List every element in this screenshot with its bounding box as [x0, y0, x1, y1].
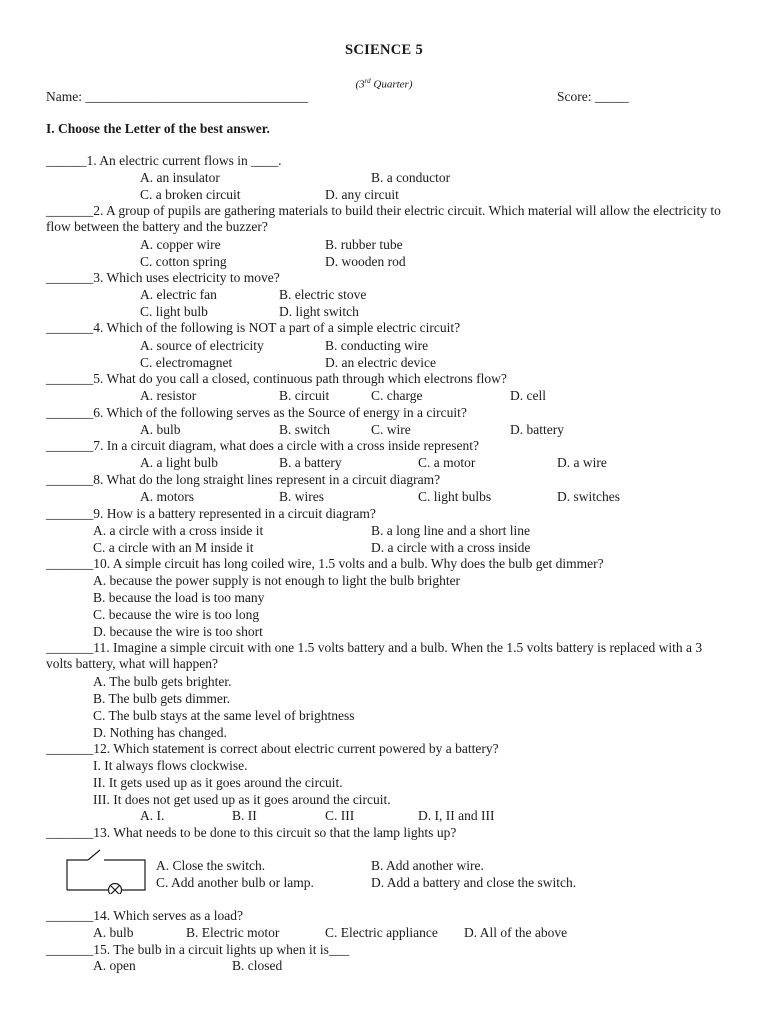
q5-option-a: A. resistor [140, 388, 197, 403]
q10-option-d: D. because the wire is too short [93, 624, 263, 639]
q1-option-c: C. a broken circuit [140, 187, 241, 202]
quarter-word: Quarter [373, 78, 409, 91]
q3-option-d: D. light switch [279, 304, 359, 319]
circuit-wire-left [67, 860, 88, 890]
q12-statement-1: I. It always flows clockwise. [93, 758, 248, 773]
q9-option-c: C. a circle with an M inside it [93, 540, 254, 555]
question-12: _______12. Which statement is correct about electric current powered by a battery? [46, 741, 499, 756]
question-7: _______7. In a circuit diagram, what does a circle with a cross inside represent? [46, 438, 479, 453]
q15-option-a: A. open [93, 958, 136, 973]
q6-option-d: D. battery [510, 422, 564, 437]
q12-option-c: C. III [325, 808, 355, 823]
q11-option-b: B. The bulb gets dimmer. [93, 691, 230, 706]
q9-option-d: D. a circle with a cross inside [371, 540, 531, 555]
q1-option-b: B. a conductor [371, 170, 451, 185]
q14-option-d: D. All of the above [464, 925, 568, 940]
question-2: _______2. A group of pupils are gathering materials to build their electric circuit. Which material will allow the electricity to flow between the battery and the buzzer? [46, 203, 721, 234]
q8-option-d: D. switches [557, 489, 620, 504]
question-3: _______3. Which uses electricity to move? [46, 270, 280, 285]
q7-option-a: A. a light bulb [140, 455, 218, 470]
q1-option-d: D. any circuit [325, 187, 399, 202]
q2-option-d: D. wooden rod [325, 254, 406, 269]
q3-option-a: A. electric fan [140, 287, 217, 302]
q10-option-a: A. because the power supply is not enough to light the bulb brighter [93, 573, 461, 588]
q11-option-d: D. Nothing has changed. [93, 725, 227, 740]
q3-option-c: C. light bulb [140, 304, 208, 319]
q6-option-b: B. switch [279, 422, 331, 437]
q5-option-b: B. circuit [279, 388, 330, 403]
q8-option-c: C. light bulbs [418, 489, 492, 504]
q14-option-c: C. Electric appliance [325, 925, 438, 940]
circuit-diagram [66, 846, 146, 894]
question-5: _______5. What do you call a closed, continuous path through which electrons flow? [46, 371, 507, 386]
light-bulb-icon [109, 884, 122, 895]
q7-option-b: B. a battery [279, 455, 342, 470]
q15-option-b: B. closed [232, 958, 283, 973]
q8-option-b: B. wires [279, 489, 324, 504]
q12-option-d: D. I, II and III [418, 808, 495, 823]
q12-option-b: B. II [232, 808, 257, 823]
question-6: _______6. Which of the following serves as the Source of energy in a circuit? [46, 405, 467, 420]
section-heading: I. Choose the Letter of the best answer. [46, 121, 270, 136]
q4-option-d: D. an electric device [325, 355, 436, 370]
quarter-subtitle: (3rd Quarter) [355, 77, 413, 91]
question-1: ______1. An electric current flows in ____. [46, 153, 282, 168]
q7-option-d: D. a wire [557, 455, 607, 470]
q6-option-c: C. wire [371, 422, 411, 437]
name-field: Name: _________________________________ [46, 89, 309, 104]
q4-option-b: B. conducting wire [325, 338, 429, 353]
q14-option-a: A. bulb [93, 925, 134, 940]
q11-option-c: C. The bulb stays at the same level of brightness [93, 708, 355, 723]
q5-option-d: D. cell [510, 388, 546, 403]
q3-option-b: B. electric stove [279, 287, 367, 302]
q13-option-a: A. Close the switch. [156, 858, 266, 873]
q12-statement-2: II. It gets used up as it goes around the circuit. [93, 775, 343, 790]
quarter-number: 3 [359, 78, 365, 91]
open-switch-icon [88, 850, 100, 860]
question-11: _______11. Imagine a simple circuit with one 1.5 volts battery and a bulb. When the 1.5 volts battery is replaced with a 3 volts battery, what will happen? [46, 640, 703, 671]
page-title: SCIENCE 5 [344, 42, 424, 58]
question-14: _______14. Which serves as a load? [46, 908, 243, 923]
question-15: _______15. The bulb in a circuit lights up when it is___ [46, 942, 350, 957]
q6-option-a: A. bulb [140, 422, 181, 437]
q9-option-a: A. a circle with a cross inside it [93, 523, 264, 538]
question-8: _______8. What do the long straight lines represent in a circuit diagram? [46, 472, 441, 487]
q14-option-b: B. Electric motor [186, 925, 280, 940]
q5-option-c: C. charge [371, 388, 423, 403]
q1-option-a: A. an insulator [140, 170, 220, 185]
q2-option-a: A. copper wire [140, 237, 221, 252]
q2-option-b: B. rubber tube [325, 237, 403, 252]
q9-option-b: B. a long line and a short line [371, 523, 530, 538]
question-9: _______9. How is a battery represented in a circuit diagram? [46, 506, 376, 521]
question-4: _______4. Which of the following is NOT a part of a simple electric circuit? [46, 320, 461, 335]
quarter-suffix: rd [364, 77, 371, 85]
score-field: Score: _____ [557, 89, 629, 104]
q12-option-a: A. I. [140, 808, 165, 823]
q13-option-d: D. Add a battery and close the switch. [371, 875, 577, 890]
q4-option-c: C. electromagnet [140, 355, 233, 370]
question-13: _______13. What needs to be done to this circuit so that the lamp lights up? [46, 825, 457, 840]
q10-option-b: B. because the load is too many [93, 590, 265, 605]
q13-option-c: C. Add another bulb or lamp. [156, 875, 314, 890]
q4-option-a: A. source of electricity [140, 338, 264, 353]
q7-option-c: C. a motor [418, 455, 476, 470]
question-10: _______10. A simple circuit has long coiled wire, 1.5 volts and a bulb. Why does the bulb get dimmer? [46, 556, 604, 571]
q13-option-b: B. Add another wire. [371, 858, 484, 873]
q10-option-c: C. because the wire is too long [93, 607, 260, 622]
q12-statement-3: III. It does not get used up as it goes around the circuit. [93, 792, 391, 807]
q2-option-c: C. cotton spring [140, 254, 227, 269]
q8-option-a: A. motors [140, 489, 194, 504]
q11-option-a: A. The bulb gets brighter. [93, 674, 232, 689]
